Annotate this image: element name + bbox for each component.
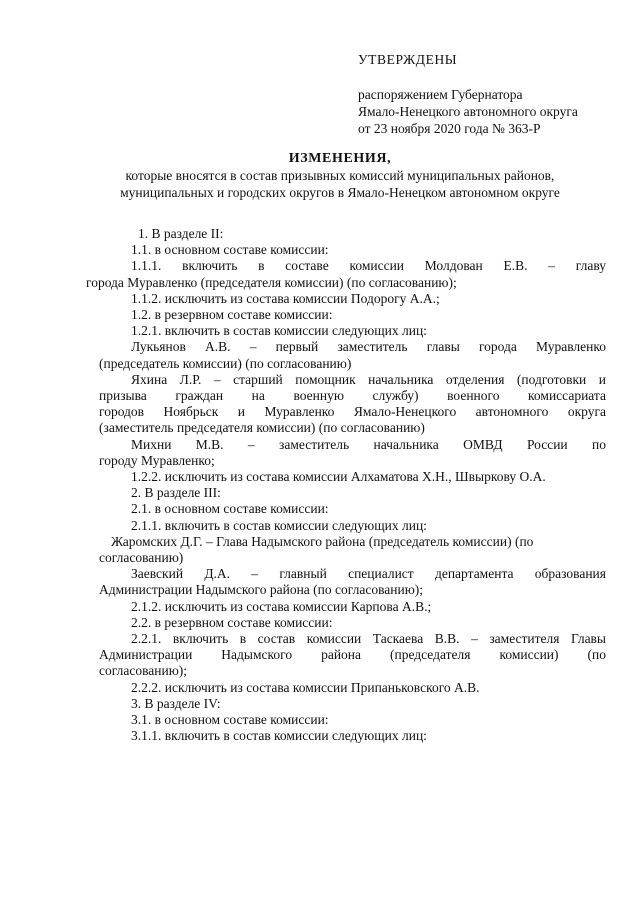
paragraph: 1.1.2. исключить из состава комиссии Подорогу А.А.; xyxy=(131,290,440,306)
paragraph: 2.2.2. исключить из состава комиссии Припаньковского А.В. xyxy=(131,679,480,695)
document-title: ИЗМЕНЕНИЯ, xyxy=(288,151,392,166)
paragraph: 1.1.1. включить в составе комиссии Молдован Е.В. – главу xyxy=(131,258,606,274)
paragraph: 2.1.2. исключить из состава комиссии Карпова А.В.; xyxy=(131,598,432,614)
paragraph: 3.1.1. включить в состав комиссии следующих лиц: xyxy=(131,728,427,744)
approval-block xyxy=(358,52,628,137)
approval-line-1: распоряжением Губернатора xyxy=(358,87,523,102)
document-body xyxy=(86,226,606,745)
document-subtitle-line-2: муниципальных и городских округов в Ямало-Ненецком автономном округе xyxy=(120,185,560,200)
paragraph: Администрации Надымского района (председателя комиссии) (по xyxy=(99,647,606,663)
paragraph: (председатель комиссии) (по согласованию) xyxy=(99,355,352,371)
paragraph: 3.1. в основном составе комиссии: xyxy=(131,712,329,728)
approval-line-2: Ямало-Ненецкого автономного округа xyxy=(358,104,578,119)
paragraph: Заевский Д.А. – главный специалист департамента образования xyxy=(131,566,606,582)
paragraph: 1.2.1. включить в состав комиссии следующих лиц: xyxy=(131,323,427,339)
paragraph: 1.1. в основном составе комиссии: xyxy=(131,242,329,258)
paragraph: города Муравленко (председателя комиссии) (по согласованию); xyxy=(86,274,457,290)
paragraph: городу Муравленко; xyxy=(99,452,215,468)
paragraph: Яхина Л.Р. – старший помощник начальника отделения (подготовки и xyxy=(131,371,606,387)
paragraph: 3. В разделе IV: xyxy=(131,695,221,711)
paragraph: (заместитель председателя комиссии) (по согласованию) xyxy=(99,420,425,436)
approval-stamp: УТВЕРЖДЕНЫ xyxy=(358,52,458,67)
paragraph: 2. В разделе III: xyxy=(131,485,221,501)
paragraph: Жаромских Д.Г. – Глава Надымского района (председатель комиссии) (по xyxy=(111,533,534,549)
document-subtitle-line-1: которые вносятся в состав призывных комиссий муниципальных районов, xyxy=(125,168,555,183)
paragraph: 1. В разделе II: xyxy=(138,226,224,241)
paragraph: городов Ноябрьск и Муравленко Ямало-Ненецкого автономного округа xyxy=(99,404,606,420)
paragraph: Лукьянов А.В. – первый заместитель главы города Муравленко xyxy=(131,339,606,355)
paragraph: 2.1.1. включить в состав комиссии следующих лиц: xyxy=(131,517,427,533)
paragraph: 2.2.1. включить в состав комиссии Таскаева В.В. – заместителя Главы xyxy=(131,631,606,647)
paragraph: Михни М.В. – заместитель начальника ОМВД России по xyxy=(131,436,606,452)
paragraph: согласованию) xyxy=(99,550,184,566)
paragraph: 2.1. в основном составе комиссии: xyxy=(131,501,329,517)
paragraph: 2.2. в резервном составе комиссии: xyxy=(131,614,333,630)
paragraph: 1.2.2. исключить из состава комиссии Алхаматова Х.Н., Швыркову О.А. xyxy=(131,469,546,485)
paragraph: призыва граждан на военную службу) военного комиссариата xyxy=(99,388,606,404)
paragraph: согласованию); xyxy=(99,663,188,679)
paragraph: 1.2. в резервном составе комиссии: xyxy=(131,307,333,323)
paragraph: Администрации Надымского района (по согласованию); xyxy=(99,582,424,598)
document-title-block xyxy=(80,150,600,201)
approval-line-3: от 23 ноября 2020 года № 363-Р xyxy=(358,121,541,136)
